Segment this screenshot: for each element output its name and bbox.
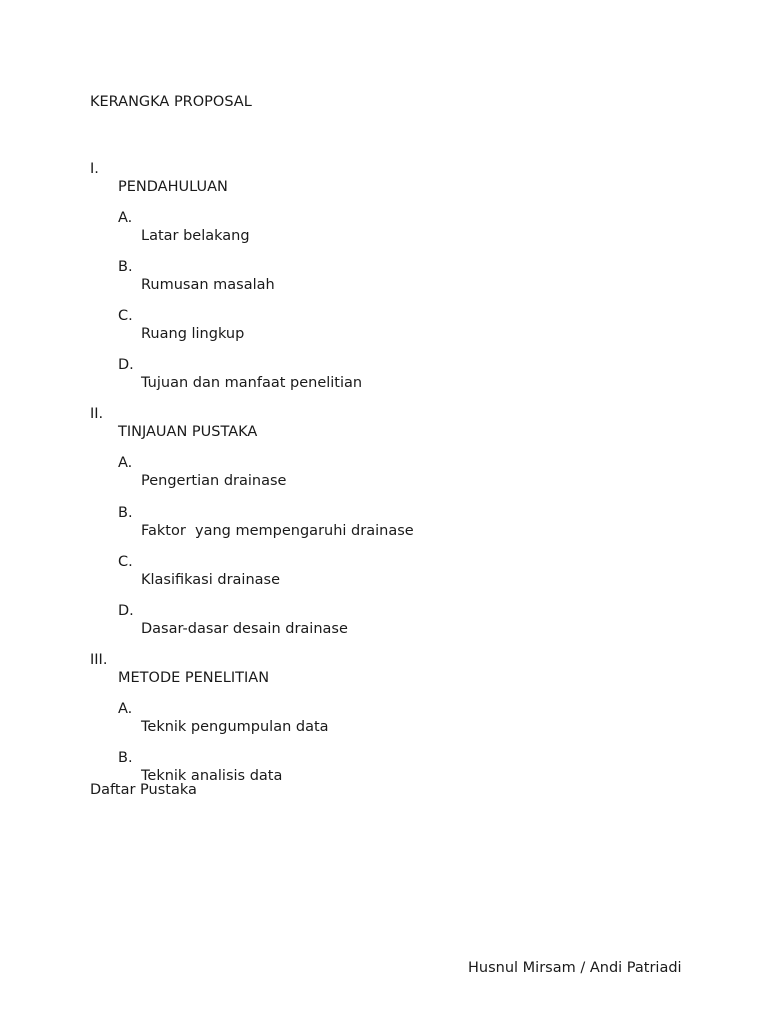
author-footer: Husnul Mirsam / Andi Patriadi [468,960,682,976]
item-label: Tujuan dan manfaat penelitian [141,375,363,391]
outline-item [118,289,678,342]
outline-item [118,682,678,735]
item-letter: C. [118,308,133,324]
item-letter: B. [118,259,133,275]
bibliography-heading: Daftar Pustaka [90,782,197,798]
item-label: Dasar-dasar desain drainase [141,621,348,637]
item-letter: A. [118,210,133,226]
section-heading-1 [90,142,650,195]
item-label: Pengertian drainase [141,473,287,489]
section-number: II. [90,406,104,422]
outline-item [118,486,678,539]
item-label: Latar belakang [141,228,250,244]
outline-item [118,338,678,391]
item-letter: A. [118,701,133,717]
section-label: PENDAHULUAN [118,179,228,195]
item-label: Teknik pengumpulan data [141,719,329,735]
item-letter: D. [118,357,134,373]
item-label: Ruang lingkup [141,326,245,342]
outline-item [118,535,678,588]
outline-item [118,584,678,637]
item-letter: B. [118,750,133,766]
outline-item [118,731,678,784]
item-letter: C. [118,554,133,570]
outline-item [118,240,678,293]
outline-item [118,436,678,489]
section-heading-3 [90,633,650,686]
item-label: Teknik analisis data [141,768,283,784]
document-title: KERANGKA PROPOSAL [90,94,252,110]
section-label: METODE PENELITIAN [118,670,270,686]
item-label: Klasifikasi drainase [141,572,280,588]
item-label: Rumusan masalah [141,277,275,293]
item-letter: D. [118,603,134,619]
outline-item [118,191,678,244]
section-number: I. [90,161,99,177]
item-letter: B. [118,505,133,521]
section-number: III. [90,652,108,668]
item-label: Faktor yang mempengaruhi drainase [141,523,414,539]
item-letter: A. [118,455,133,471]
section-heading-2 [90,387,650,440]
section-label: TINJAUAN PUSTAKA [118,424,258,440]
